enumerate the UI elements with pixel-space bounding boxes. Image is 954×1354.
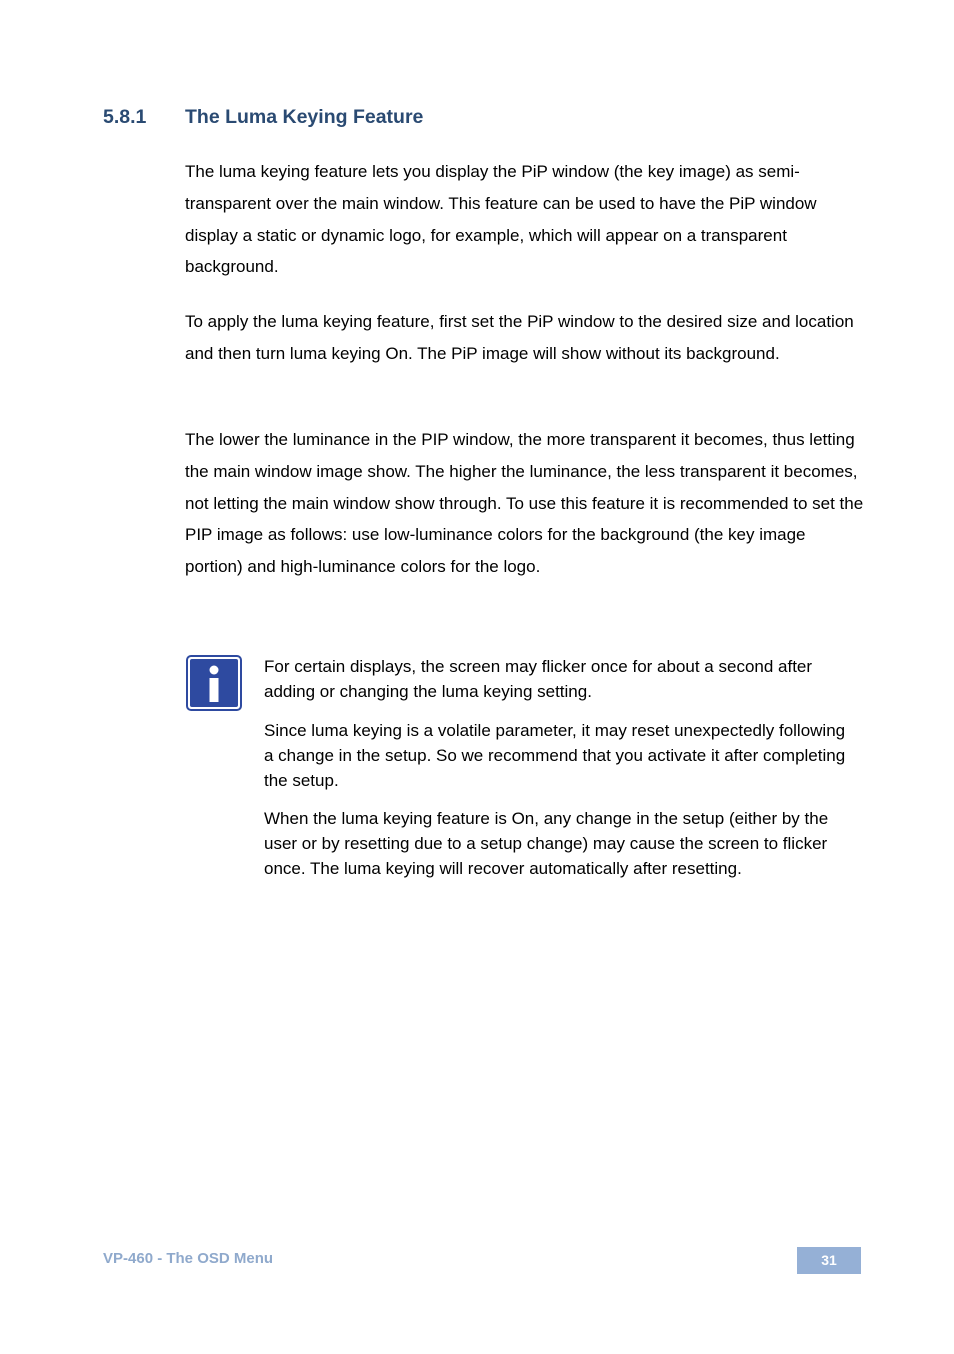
section-title: The Luma Keying Feature <box>185 106 424 128</box>
note-paragraph-1: For certain displays, the screen may flicker once for about a second after adding or changing the luma keying setting. <box>264 657 813 701</box>
page-number-badge: 31 <box>797 1247 861 1274</box>
info-icon <box>186 655 242 711</box>
body-paragraph-2: To apply the luma keying feature, first set the PiP window to the desired size and location and then turn luma keying On. The PiP image will show without its background. <box>185 312 854 363</box>
note-paragraph-3: When the luma keying feature is On, any change in the setup (either by the user or by resetting due to a setup change) may cause the screen to flicker once. The luma keying will recover automatically after resetting. <box>264 809 829 878</box>
section-number: 5.8.1 <box>103 106 147 128</box>
note-paragraph-2: Since luma keying is a volatile parameter, it may reset unexpectedly following a change in the setup. So we recommend that you activate it after completing the setup. <box>264 721 846 790</box>
footer-title: VP-460 - The OSD Menu <box>103 1250 274 1267</box>
body-paragraph-1: The luma keying feature lets you display the PiP window (the key image) as semi-transparent over the main window. This feature can be used to have the PiP window display a static or dynamic logo, for example, which will appear on a transparent background. <box>185 162 817 277</box>
section-heading <box>103 106 423 129</box>
body-paragraph-3: The lower the luminance in the PIP window, the more transparent it becomes, thus letting the main window image show. The higher the luminance, the less transparent it becomes, not letting the main window show through. To use this feature it is recommended to set the PIP image as follows: use low-luminance colors for the background (the key image portion) and high-luminance colors for the logo. <box>185 430 864 577</box>
